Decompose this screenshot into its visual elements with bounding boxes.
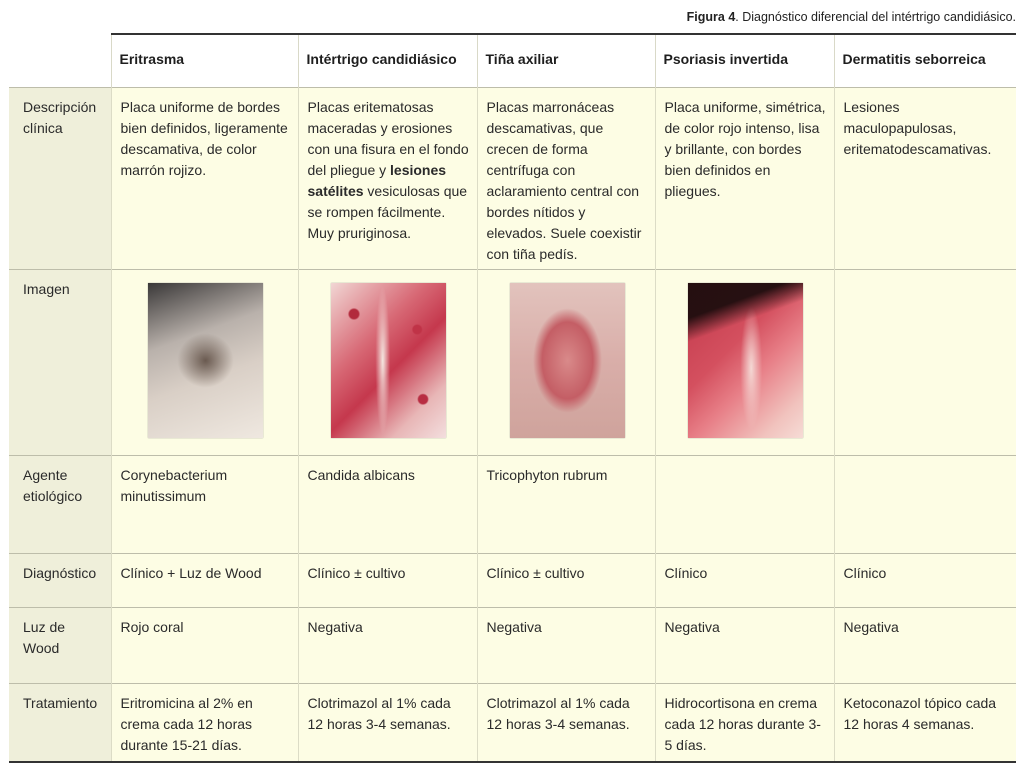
cell-diagnostico-tina: Clínico ± cultivo (477, 554, 655, 608)
cell-luz-tina: Negativa (477, 608, 655, 684)
cell-imagen-intertrigo (298, 270, 477, 456)
cell-tratamiento-intertrigo: Clotrimazol al 1% cada 12 horas 3-4 semanas. (298, 684, 477, 763)
cell-descripcion-dermatitis: Lesiones maculopapulosas, eritematodescamativas. (834, 88, 1016, 270)
cell-imagen-psoriasis (655, 270, 834, 456)
figure-label: Figura 4 (686, 10, 736, 24)
cell-agente-eritrasma: Corynebacterium minutissimum (111, 456, 298, 554)
eritrasma-photo (148, 283, 263, 438)
cell-descripcion-intertrigo (298, 88, 477, 270)
table-row-agente (9, 456, 1016, 554)
intertrigo-candidiasico-photo (331, 283, 446, 438)
cell-descripcion-eritrasma: Placa uniforme de bordes bien definidos, ligeramente descamativa, de color marrón rojizo. (111, 88, 298, 270)
cell-descripcion-psoriasis: Placa uniforme, simétrica, de color rojo intenso, lisa y brillante, con bordes bien definidos en pliegues. (655, 88, 834, 270)
row-label-diagnostico: Diagnóstico (9, 554, 111, 608)
table-row-diagnostico (9, 554, 1016, 608)
tina-axiliar-photo (510, 283, 625, 438)
cell-agente-intertrigo: Candida albicans (298, 456, 477, 554)
cell-descripcion-intertrigo-text-2: vesiculosas que se rompen fácilmente. Muy pruriginosa. (307, 183, 468, 241)
cell-descripcion-tina: Placas marronáceas descamativas, que crecen de forma centrífuga con aclaramiento central con bordes nítidos y elevados. Suele coexistir con tiña pedís. (477, 88, 655, 270)
cell-imagen-eritrasma (111, 270, 298, 456)
row-label-luz-de-wood: Luz de Wood (9, 608, 111, 684)
cell-descripcion-intertrigo-text-1: Placas eritematosas maceradas y erosiones con una fisura en el fondo del pliegue y (307, 99, 469, 178)
column-header-tina-axiliar: Tiña axiliar (477, 34, 655, 88)
column-header-psoriasis-invertida: Psoriasis invertida (655, 34, 834, 88)
differential-diagnosis-table (9, 33, 1016, 763)
row-label-tratamiento: Tratamiento (9, 684, 111, 763)
cell-tratamiento-dermatitis: Ketoconazol tópico cada 12 horas 4 semanas. (834, 684, 1016, 763)
cell-imagen-tina (477, 270, 655, 456)
cell-luz-psoriasis: Negativa (655, 608, 834, 684)
cell-tratamiento-tina: Clotrimazol al 1% cada 12 horas 3-4 semanas. (477, 684, 655, 763)
cell-tratamiento-eritrasma: Eritromicina al 2% en crema cada 12 horas durante 15-21 días. (111, 684, 298, 763)
cell-descripcion-intertrigo-bold: lesiones satélites (307, 162, 447, 199)
table-row-tratamiento (9, 684, 1016, 763)
figure-caption (687, 10, 1016, 24)
cell-agente-dermatitis (834, 456, 1016, 554)
cell-luz-dermatitis: Negativa (834, 608, 1016, 684)
cell-agente-psoriasis (655, 456, 834, 554)
table-row-descripcion (9, 88, 1016, 270)
cell-diagnostico-dermatitis: Clínico (834, 554, 1016, 608)
column-header-intertrigo-candidiasico: Intértrigo candidiásico (298, 34, 477, 88)
column-header-eritrasma: Eritrasma (111, 34, 298, 88)
cell-diagnostico-eritrasma: Clínico + Luz de Wood (111, 554, 298, 608)
cell-luz-intertrigo: Negativa (298, 608, 477, 684)
header-row (9, 34, 1016, 88)
header-empty-cell (9, 34, 111, 88)
table-row-luz-de-wood (9, 608, 1016, 684)
row-label-descripcion: Descripción clínica (9, 88, 111, 270)
cell-tratamiento-psoriasis: Hidrocortisona en crema cada 12 horas durante 3-5 días. (655, 684, 834, 763)
column-header-dermatitis-seborreica: Dermatitis seborreica (834, 34, 1016, 88)
psoriasis-invertida-photo (688, 283, 803, 438)
cell-luz-eritrasma: Rojo coral (111, 608, 298, 684)
cell-diagnostico-psoriasis: Clínico (655, 554, 834, 608)
cell-agente-tina: Tricophyton rubrum (477, 456, 655, 554)
cell-imagen-dermatitis (834, 270, 1016, 456)
cell-diagnostico-intertrigo: Clínico ± cultivo (298, 554, 477, 608)
row-label-imagen: Imagen (9, 270, 111, 456)
figure-caption-text: . Diagnóstico diferencial del intértrigo candidiásico. (735, 10, 1016, 24)
row-label-agente: Agente etiológico (9, 456, 111, 554)
table-row-imagen (9, 270, 1016, 456)
